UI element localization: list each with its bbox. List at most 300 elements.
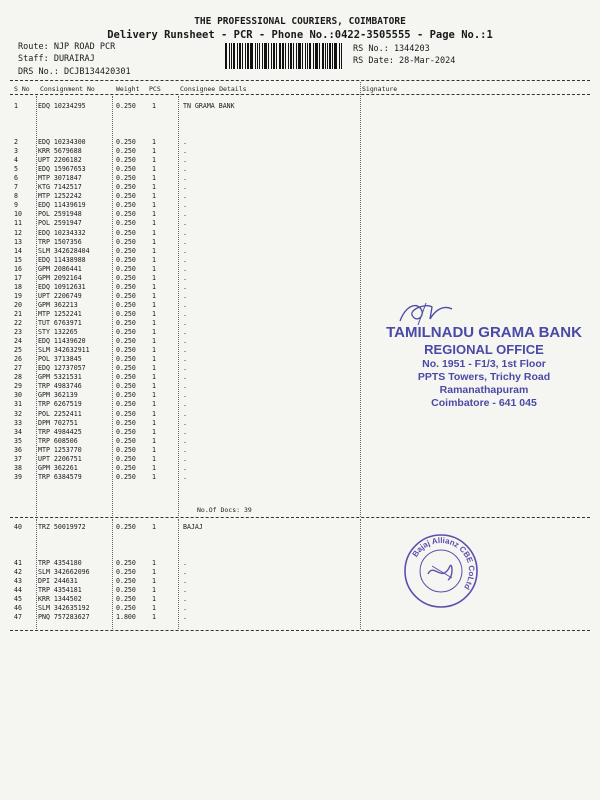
pcs: 1 bbox=[152, 183, 156, 192]
pcs: 1 bbox=[152, 463, 156, 472]
consignee-details: . bbox=[183, 604, 187, 613]
sno: 17 bbox=[14, 273, 22, 282]
table-row bbox=[0, 274, 600, 282]
sno: 47 bbox=[14, 613, 22, 622]
barcode-bar bbox=[264, 43, 267, 69]
table-row bbox=[0, 201, 600, 209]
bank-stamp bbox=[370, 295, 590, 435]
barcode-bar bbox=[325, 43, 326, 69]
sno: 40 bbox=[14, 523, 22, 531]
table-row bbox=[0, 523, 600, 531]
pcs: 1 bbox=[152, 409, 156, 418]
pcs: 1 bbox=[152, 210, 156, 219]
barcode-bar bbox=[225, 43, 227, 69]
consignee-details: . bbox=[183, 445, 187, 454]
consignment-no: TRP 4984425 bbox=[38, 427, 82, 436]
sno: 22 bbox=[14, 319, 22, 327]
footer-rule bbox=[10, 630, 590, 631]
consignee-details: . bbox=[183, 165, 187, 174]
barcode-bar bbox=[341, 43, 342, 69]
barcode-bar bbox=[237, 43, 238, 69]
consignee-details: . bbox=[183, 418, 187, 427]
pcs: 1 bbox=[152, 291, 156, 300]
sno: 36 bbox=[14, 445, 22, 454]
col-pcs: PCS bbox=[149, 85, 161, 93]
col-consignment: Consignment No bbox=[40, 85, 95, 93]
sno: 13 bbox=[14, 237, 22, 246]
sno: 19 bbox=[14, 291, 22, 300]
barcode-bar bbox=[262, 43, 263, 69]
sno: 25 bbox=[14, 346, 22, 355]
barcode-bar bbox=[242, 43, 243, 69]
pcs: 1 bbox=[152, 604, 156, 613]
weight: 0.250 bbox=[116, 427, 136, 436]
table-row bbox=[0, 156, 600, 164]
weight: 0.250 bbox=[116, 391, 136, 400]
pcs: 1 bbox=[152, 346, 156, 355]
consignee-details: TN GRAMA BANK bbox=[183, 102, 235, 110]
consignee-details: . bbox=[183, 219, 187, 228]
col-signature: Signature bbox=[362, 85, 398, 93]
table-row bbox=[0, 147, 600, 155]
weight: 0.250 bbox=[116, 604, 136, 613]
consignment-no: UPT 2206182 bbox=[38, 156, 82, 165]
consignment-no: POL 2591948 bbox=[38, 210, 82, 219]
pcs: 1 bbox=[152, 436, 156, 445]
barcode-bar bbox=[257, 43, 258, 69]
weight: 0.250 bbox=[116, 409, 136, 418]
table-row bbox=[0, 256, 600, 264]
weight: 0.250 bbox=[116, 192, 136, 201]
weight: 0.250 bbox=[116, 436, 136, 445]
consignee-details: . bbox=[183, 328, 187, 337]
consignment-no: POL 2591947 bbox=[38, 219, 82, 228]
barcode-bar bbox=[334, 43, 337, 69]
sno: 38 bbox=[14, 463, 22, 472]
consignment-no: MTP 3071847 bbox=[38, 174, 82, 183]
table-row bbox=[0, 613, 600, 621]
bank-address-1: No. 1951 - F1/3, 1st Floor bbox=[422, 358, 546, 370]
pcs: 1 bbox=[152, 156, 156, 165]
consignee-details: . bbox=[183, 436, 187, 445]
consignment-no: EDQ 11439619 bbox=[38, 201, 86, 210]
consignee-details: . bbox=[183, 391, 187, 400]
sno: 10 bbox=[14, 210, 22, 219]
table-row bbox=[0, 559, 600, 567]
weight: 0.250 bbox=[116, 577, 136, 586]
weight: 0.250 bbox=[116, 282, 136, 291]
barcode-bar bbox=[293, 43, 294, 69]
sno: 33 bbox=[14, 418, 22, 427]
barcode-bar bbox=[231, 43, 232, 69]
company-title: THE PROFESSIONAL COURIERS, COIMBATORE bbox=[194, 16, 406, 27]
sno: 18 bbox=[14, 282, 22, 291]
sno: 16 bbox=[14, 264, 22, 273]
weight: 0.250 bbox=[116, 147, 136, 156]
barcode-bar bbox=[307, 43, 308, 69]
weight: 0.250 bbox=[116, 201, 136, 210]
weight: 0.250 bbox=[116, 319, 136, 327]
pcs: 1 bbox=[152, 523, 156, 531]
consignee-details: . bbox=[183, 427, 187, 436]
consignee-details: . bbox=[183, 156, 187, 165]
barcode-bar bbox=[305, 43, 306, 69]
weight: 0.250 bbox=[116, 174, 136, 183]
weight: 0.250 bbox=[116, 454, 136, 463]
consignee-details: . bbox=[183, 192, 187, 201]
barcode-bar bbox=[319, 43, 320, 69]
barcode-bar bbox=[327, 43, 328, 69]
consignment-no: POL 2252411 bbox=[38, 409, 82, 418]
consignment-no: TRP 4983746 bbox=[38, 382, 82, 391]
table-row bbox=[0, 437, 600, 445]
consignee-details: . bbox=[183, 613, 187, 622]
consignment-no: UPT 2206749 bbox=[38, 291, 82, 300]
pcs: 1 bbox=[152, 472, 156, 481]
sno: 37 bbox=[14, 454, 22, 463]
consignee-details: . bbox=[183, 400, 187, 409]
sno: 44 bbox=[14, 586, 22, 595]
weight: 0.250 bbox=[116, 183, 136, 192]
table-row bbox=[0, 568, 600, 576]
barcode-bar bbox=[233, 43, 236, 69]
consignment-no: EDQ 12737057 bbox=[38, 364, 86, 373]
pcs: 1 bbox=[152, 586, 156, 595]
consignee-details: . bbox=[183, 246, 187, 255]
pcs: 1 bbox=[152, 201, 156, 210]
consignee-details: . bbox=[183, 355, 187, 364]
consignee-details: . bbox=[183, 174, 187, 183]
barcode-bar bbox=[313, 43, 314, 69]
consignment-no: GPM 5321531 bbox=[38, 373, 82, 382]
consignee-details: . bbox=[183, 409, 187, 418]
consignee-details: . bbox=[183, 382, 187, 391]
barcode-bar bbox=[309, 43, 311, 69]
barcode-bar bbox=[339, 43, 340, 69]
table-row bbox=[0, 446, 600, 454]
consignment-no: EDQ 10912631 bbox=[38, 282, 86, 291]
table-row bbox=[0, 247, 600, 255]
barcode-bar bbox=[247, 43, 249, 69]
consignment-no: GPM 362139 bbox=[38, 391, 78, 400]
weight: 0.250 bbox=[116, 291, 136, 300]
table-row bbox=[0, 455, 600, 463]
sno: 35 bbox=[14, 436, 22, 445]
consignment-no: SLM 342662096 bbox=[38, 568, 90, 577]
sno: 28 bbox=[14, 373, 22, 382]
pcs: 1 bbox=[152, 364, 156, 373]
rs-number: RS No.: 1344203 bbox=[353, 44, 430, 54]
pcs: 1 bbox=[152, 382, 156, 391]
table-row bbox=[0, 586, 600, 594]
staff-text: Staff: DURAIRAJ bbox=[18, 54, 95, 64]
consignee-details: . bbox=[183, 595, 187, 604]
consignment-no: GPM 2086441 bbox=[38, 264, 82, 273]
consignee-details: . bbox=[183, 472, 187, 481]
consignment-no: TRP 4354180 bbox=[38, 559, 82, 567]
weight: 0.250 bbox=[116, 418, 136, 427]
barcode bbox=[225, 43, 343, 69]
consignee-details: . bbox=[183, 577, 187, 586]
drs-number: DRS No.: DCJB134420301 bbox=[18, 67, 131, 77]
pcs: 1 bbox=[152, 219, 156, 228]
consignee-details: . bbox=[183, 346, 187, 355]
barcode-bar bbox=[239, 43, 241, 69]
pcs: 1 bbox=[152, 559, 156, 567]
pcs: 1 bbox=[152, 138, 156, 146]
pcs: 1 bbox=[152, 237, 156, 246]
pcs: 1 bbox=[152, 309, 156, 318]
sno: 3 bbox=[14, 147, 18, 156]
pcs: 1 bbox=[152, 328, 156, 337]
table-row bbox=[0, 595, 600, 603]
consignment-no: DPM 702751 bbox=[38, 418, 78, 427]
bank-office: REGIONAL OFFICE bbox=[424, 342, 544, 357]
pcs: 1 bbox=[152, 255, 156, 264]
pcs: 1 bbox=[152, 264, 156, 273]
sno: 4 bbox=[14, 156, 18, 165]
weight: 0.250 bbox=[116, 102, 136, 110]
table-row bbox=[0, 283, 600, 291]
weight: 0.250 bbox=[116, 246, 136, 255]
consignment-no: GPM 2092164 bbox=[38, 273, 82, 282]
barcode-bar bbox=[276, 43, 277, 69]
barcode-bar bbox=[285, 43, 286, 69]
weight: 0.250 bbox=[116, 559, 136, 567]
pcs: 1 bbox=[152, 418, 156, 427]
sno: 43 bbox=[14, 577, 22, 586]
table-row bbox=[0, 138, 600, 146]
svg-text:Bajaj Allianz CBE CoLtd: Bajaj Allianz CBE CoLtd bbox=[410, 535, 477, 592]
consignee-details: . bbox=[183, 255, 187, 264]
runsheet-title: Delivery Runsheet - PCR - Phone No.:0422-3505555 - Page No.:1 bbox=[107, 29, 493, 41]
consignment-no: TUT 6763971 bbox=[38, 319, 82, 327]
header-bottom-rule bbox=[10, 94, 590, 95]
sno: 34 bbox=[14, 427, 22, 436]
consignment-no: TRP 6267519 bbox=[38, 400, 82, 409]
sno: 29 bbox=[14, 382, 22, 391]
table-row bbox=[0, 183, 600, 191]
barcode-bar bbox=[322, 43, 324, 69]
table-row bbox=[0, 192, 600, 200]
consignment-no: EDQ 10234332 bbox=[38, 228, 86, 237]
weight: 0.250 bbox=[116, 346, 136, 355]
sno: 7 bbox=[14, 183, 18, 192]
barcode-bar bbox=[282, 43, 285, 69]
sno: 1 bbox=[14, 102, 18, 110]
consignment-no: KRR 1344502 bbox=[38, 595, 82, 604]
consignment-no: SLM 342632911 bbox=[38, 346, 90, 355]
pcs: 1 bbox=[152, 427, 156, 436]
consignee-details: . bbox=[183, 373, 187, 382]
table-row bbox=[0, 165, 600, 173]
consignment-no: MTP 1253770 bbox=[38, 445, 82, 454]
sno: 21 bbox=[14, 309, 22, 318]
pcs: 1 bbox=[152, 319, 156, 327]
consignee-details: . bbox=[183, 300, 187, 309]
col-sno: S No bbox=[14, 85, 30, 93]
weight: 0.250 bbox=[116, 463, 136, 472]
pcs: 1 bbox=[152, 373, 156, 382]
sno: 9 bbox=[14, 201, 18, 210]
consignee-details: . bbox=[183, 147, 187, 156]
consignment-no: PNQ 757283627 bbox=[38, 613, 90, 622]
bank-address-3: Ramanathapuram bbox=[439, 384, 529, 396]
barcode-bar bbox=[255, 43, 256, 69]
barcode-bar bbox=[229, 43, 230, 69]
table-row bbox=[0, 229, 600, 237]
consignment-no: TRZ 50019972 bbox=[38, 523, 86, 531]
consignee-details: . bbox=[183, 183, 187, 192]
weight: 0.250 bbox=[116, 595, 136, 604]
pcs: 1 bbox=[152, 282, 156, 291]
consignee-details: BAJAJ bbox=[183, 523, 203, 531]
weight: 0.250 bbox=[116, 156, 136, 165]
barcode-bar bbox=[268, 43, 269, 69]
sno: 45 bbox=[14, 595, 22, 604]
pcs: 1 bbox=[152, 577, 156, 586]
consignment-no: SLM 342635192 bbox=[38, 604, 90, 613]
consignment-no: EDQ 10234295 bbox=[38, 102, 86, 110]
consignee-details: . bbox=[183, 282, 187, 291]
weight: 0.250 bbox=[116, 328, 136, 337]
table-row bbox=[0, 604, 600, 612]
sno: 31 bbox=[14, 400, 22, 409]
weight: 0.250 bbox=[116, 382, 136, 391]
sno: 39 bbox=[14, 472, 22, 481]
weight: 0.250 bbox=[116, 472, 136, 481]
consignment-no: STY 132265 bbox=[38, 328, 78, 337]
consignee-details: . bbox=[183, 559, 187, 567]
weight: 0.250 bbox=[116, 273, 136, 282]
pcs: 1 bbox=[152, 147, 156, 156]
barcode-bar bbox=[332, 43, 333, 69]
sno: 12 bbox=[14, 228, 22, 237]
sno: 2 bbox=[14, 138, 18, 146]
consignment-no: EDQ 11438988 bbox=[38, 255, 86, 264]
table-row bbox=[0, 219, 600, 227]
weight: 0.250 bbox=[116, 237, 136, 246]
bank-address-2: PPTS Towers, Trichy Road bbox=[417, 371, 551, 383]
sno: 11 bbox=[14, 219, 22, 228]
weight: 0.250 bbox=[116, 264, 136, 273]
bank-address-4: Coimbatore - 641 045 bbox=[431, 397, 537, 409]
consignment-no: POL 3713845 bbox=[38, 355, 82, 364]
consignee-details: . bbox=[183, 228, 187, 237]
barcode-bar bbox=[298, 43, 301, 69]
sno: 24 bbox=[14, 337, 22, 346]
consignee-details: . bbox=[183, 364, 187, 373]
bank-name: TAMILNADU GRAMA BANK bbox=[386, 324, 582, 341]
sno: 23 bbox=[14, 328, 22, 337]
consignment-no: TRP 6384579 bbox=[38, 472, 82, 481]
table-row bbox=[0, 473, 600, 481]
consignee-details: . bbox=[183, 586, 187, 595]
pcs: 1 bbox=[152, 355, 156, 364]
weight: 0.250 bbox=[116, 309, 136, 318]
weight: 0.250 bbox=[116, 165, 136, 174]
consignee-details: . bbox=[183, 568, 187, 577]
sno: 42 bbox=[14, 568, 22, 577]
pcs: 1 bbox=[152, 246, 156, 255]
weight: 0.250 bbox=[116, 355, 136, 364]
pcs: 1 bbox=[152, 273, 156, 282]
sno: 32 bbox=[14, 409, 22, 418]
weight: 0.250 bbox=[116, 586, 136, 595]
consignment-no: DPI 244631 bbox=[38, 577, 78, 586]
rs-date: RS Date: 28-Mar-2024 bbox=[353, 56, 456, 66]
table-row bbox=[0, 577, 600, 585]
consignment-no: MTP 1252241 bbox=[38, 309, 82, 318]
barcode-bar bbox=[296, 43, 297, 69]
consignment-no: GPM 362261 bbox=[38, 463, 78, 472]
consignment-no: EDQ 10234300 bbox=[38, 138, 86, 146]
consignee-details: . bbox=[183, 210, 187, 219]
weight: 0.250 bbox=[116, 445, 136, 454]
sno: 27 bbox=[14, 364, 22, 373]
weight: 0.250 bbox=[116, 568, 136, 577]
consignee-details: . bbox=[183, 291, 187, 300]
consignee-details: . bbox=[183, 237, 187, 246]
barcode-bar bbox=[245, 43, 246, 69]
sno: 41 bbox=[14, 559, 22, 567]
round-seal-stamp bbox=[402, 532, 480, 610]
sno: 6 bbox=[14, 174, 18, 183]
sno: 15 bbox=[14, 255, 22, 264]
sno: 30 bbox=[14, 391, 22, 400]
sno: 14 bbox=[14, 246, 22, 255]
pcs: 1 bbox=[152, 228, 156, 237]
consignment-no: SLM 342628404 bbox=[38, 246, 90, 255]
pcs: 1 bbox=[152, 192, 156, 201]
weight: 0.250 bbox=[116, 373, 136, 382]
barcode-bar bbox=[302, 43, 304, 69]
consignee-details: . bbox=[183, 337, 187, 346]
consignee-details: . bbox=[183, 454, 187, 463]
col-details: Consignee Details bbox=[180, 85, 247, 93]
consignee-details: . bbox=[183, 463, 187, 472]
consignment-no: KTG 7142517 bbox=[38, 183, 82, 192]
consignment-no: TRP 4354181 bbox=[38, 586, 82, 595]
sno: 8 bbox=[14, 192, 18, 201]
col-weight: Weight bbox=[116, 85, 140, 93]
weight: 0.250 bbox=[116, 138, 136, 146]
consignment-no: KRR 5679688 bbox=[38, 147, 82, 156]
consignee-details: . bbox=[183, 273, 187, 282]
weight: 0.250 bbox=[116, 219, 136, 228]
table-row bbox=[0, 174, 600, 182]
pcs: 1 bbox=[152, 568, 156, 577]
consignment-no: EDQ 15967653 bbox=[38, 165, 86, 174]
route-text: Route: NJP ROAD PCR bbox=[18, 42, 116, 52]
weight: 0.250 bbox=[116, 337, 136, 346]
weight: 0.250 bbox=[116, 255, 136, 264]
pcs: 1 bbox=[152, 454, 156, 463]
consignment-no: EDQ 11439620 bbox=[38, 337, 86, 346]
pcs: 1 bbox=[152, 391, 156, 400]
table-row bbox=[0, 265, 600, 273]
pcs: 1 bbox=[152, 400, 156, 409]
weight: 0.250 bbox=[116, 228, 136, 237]
weight: 0.250 bbox=[116, 210, 136, 219]
consignee-details: . bbox=[183, 319, 187, 327]
weight: 1.800 bbox=[116, 613, 136, 622]
pcs: 1 bbox=[152, 300, 156, 309]
consignee-details: . bbox=[183, 138, 187, 146]
pcs: 1 bbox=[152, 337, 156, 346]
barcode-bar bbox=[259, 43, 261, 69]
consignment-no: TRP 1507356 bbox=[38, 237, 82, 246]
